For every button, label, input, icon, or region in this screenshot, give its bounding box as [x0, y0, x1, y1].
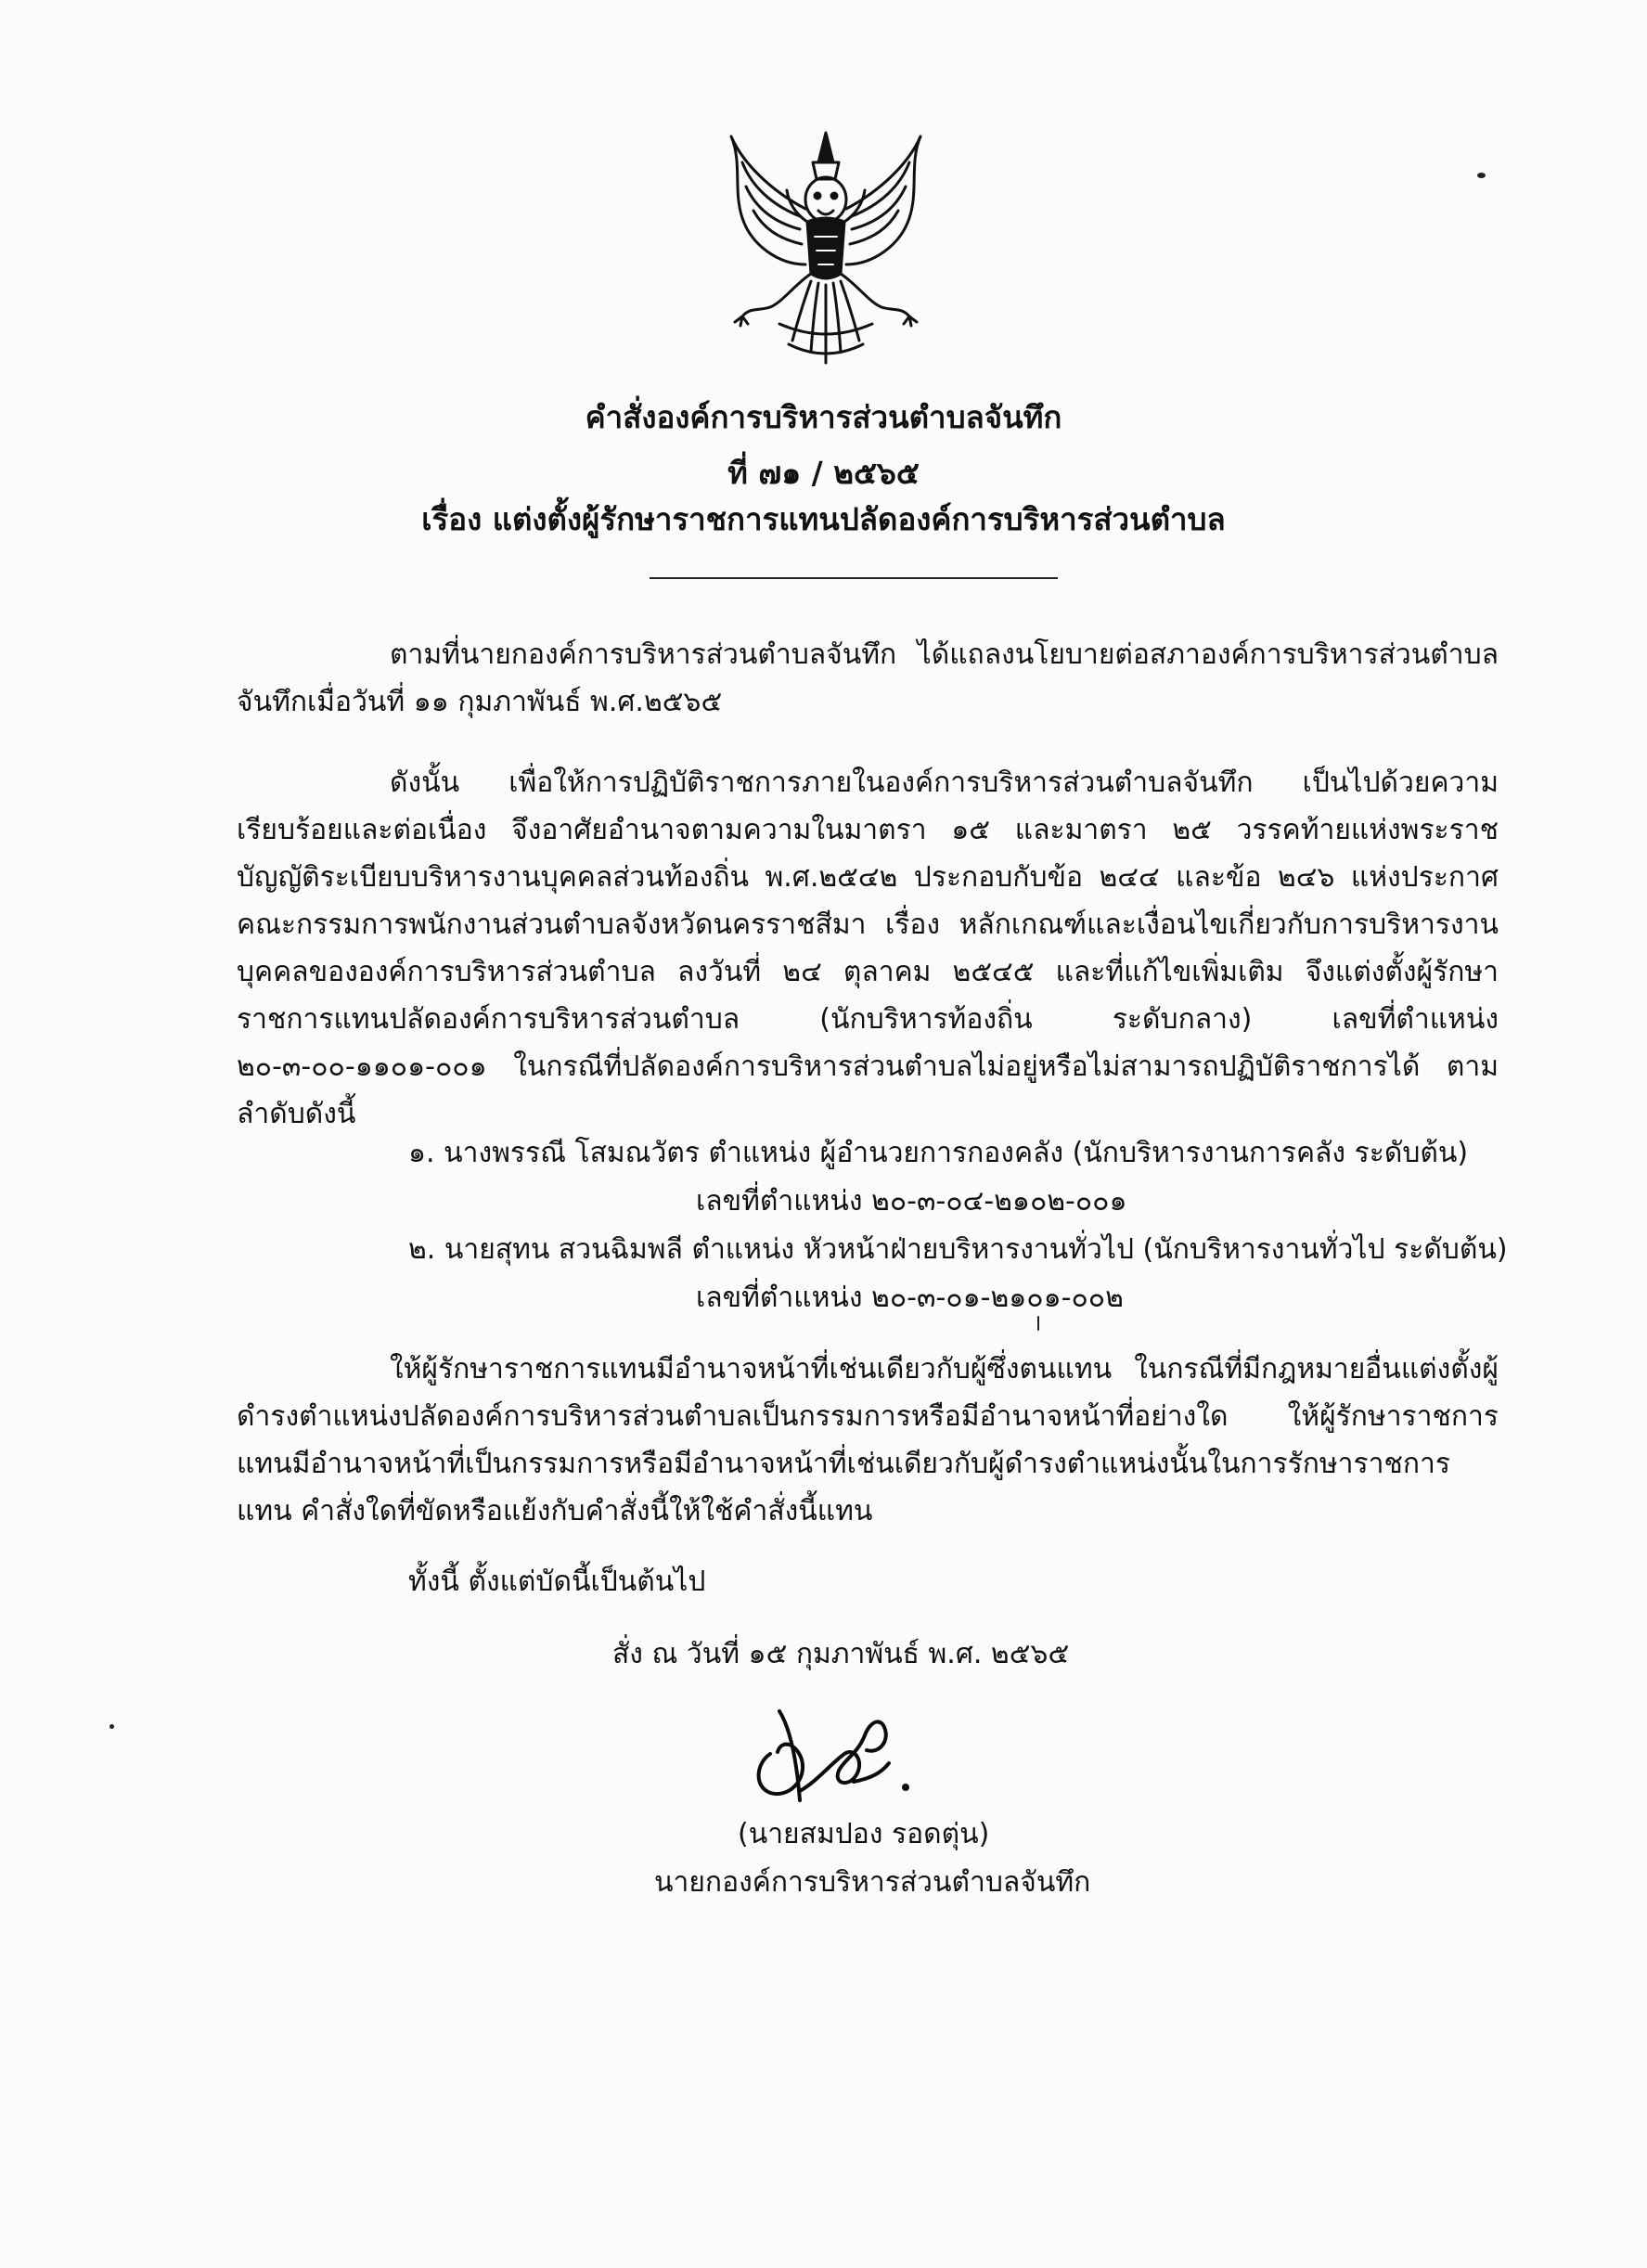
signer-name: (นายสมปอง รอดตุ่น)	[738, 1818, 990, 1850]
paragraph-policy-statement: ตามที่นายกองค์การบริหารส่วนตำบลจันทึก ได้แถลงนโยบายต่อสภาองค์การบริหารส่วนตำบลจันทึกเมื่อวันที่ ๑๑ กุมภาพันธ์ พ.ศ.๒๕๖๕	[237, 638, 1499, 718]
appointee-2: ๒. นายสุทน สวนฉิมพลี ตำแหน่ง หัวหน้าฝ่ายบริหารงานทั่วไป (นักบริหารงานทั่วไป ระดับต้น)	[408, 1233, 1508, 1266]
paragraph-acting-powers: ให้ผู้รักษาราชการแทนมีอำนาจหน้าที่เช่นเดียวกับผู้ซึ่งตนแทน ในกรณีที่มีกฎหมายอื่นแต่งตั้งผู้ดำรงตำแหน่งปลัดองค์การบริหารส่วนตำบลเป็นกรรมการหรือมีอำนาจหน้าที่อย่างใด ให้ผู้รักษาราชการแทนมีอำนาจหน้าที่เป็นกรรมการหรือมีอำนาจหน้าที่เช่นเดียวกับผู้ดำรงตำแหน่งนั้นในการรักษาราชการแทน คำสั่งใดที่ขัดหรือแย้งกับคำสั่งนี้ให้ใช้คำสั่งนี้แทน	[237, 1353, 1499, 1527]
appointee-1-position-number: เลขที่ตำแหน่ง ๒๐-๓-๐๔-๒๑๐๒-๐๐๑	[696, 1185, 1127, 1218]
paragraph-appointment-authority: ดังนั้น เพื่อให้การปฏิบัติราชการภายในองค์การบริหารส่วนตำบลจันทึก เป็นไปด้วยความเรียบร้อยและต่อเนื่อง จึงอาศัยอำนาจตามความในมาตรา ๑๕ และมาตรา ๒๕ วรรคท้ายแห่งพระราชบัญญัติระเบียบบริหารงานบุคคลส่วนท้องถิ่น พ.ศ.๒๕๔๒ ประกอบกับข้อ ๒๔๔ และข้อ ๒๔๖ แห่งประกาศคณะกรรมการพนักงานส่วนตำบลจังหวัดนครราชสีมา เรื่อง หลักเกณฑ์และเงื่อนไขเกี่ยวกับการบริหารงานบุคคลขององค์การบริหารส่วนตำบล ลงวันที่ ๒๔ ตุลาคม ๒๕๔๕ และที่แก้ไขเพิ่มเติม จึงแต่งตั้งผู้รักษาราชการแทนปลัดองค์การบริหารส่วนตำบล (นักบริหารท้องถิ่น ระดับกลาง) เลขที่ตำแหน่ง ๒๐-๓-๐๐-๑๑๐๑-๐๐๑ ในกรณีที่ปลัดองค์การบริหารส่วนตำบลไม่อยู่หรือไม่สามารถปฏิบัติราชการได้ ตามลำดับดังนี้	[237, 767, 1499, 1130]
order-subject: เรื่อง แต่งตั้งผู้รักษาราชการแทนปลัดองค์การบริหารส่วนตำบล	[421, 501, 1226, 537]
order-number: ที่ ๗๑ / ๒๕๖๕	[727, 455, 920, 491]
signer-title: นายกองค์การบริหารส่วนตำบลจันทึก	[654, 1866, 1091, 1899]
heading-divider	[650, 577, 1058, 579]
garuda-emblem-icon	[714, 125, 937, 371]
order-title: คำสั่งองค์การบริหารส่วนตำบลจันทึก	[585, 399, 1062, 435]
order-date: สั่ง ณ วันที่ ๑๕ กุมภาพันธ์ พ.ศ. ๒๕๖๕	[612, 1638, 1070, 1670]
scan-speck	[1037, 1316, 1039, 1331]
appointee-2-position-number: เลขที่ตำแหน่ง ๒๐-๓-๐๑-๒๑๐๑-๐๐๒	[696, 1282, 1124, 1314]
scan-speck	[1477, 173, 1486, 178]
handwritten-signature	[742, 1698, 946, 1819]
effective-clause: ทั้งนี้ ตั้งแต่บัดนี้เป็นต้นไป	[408, 1566, 706, 1598]
appointee-1: ๑. นางพรรณี โสมณวัตร ตำแหน่ง ผู้อำนวยการกองคลัง (นักบริหารงานการคลัง ระดับต้น)	[408, 1137, 1469, 1169]
scan-speck	[109, 1724, 114, 1729]
